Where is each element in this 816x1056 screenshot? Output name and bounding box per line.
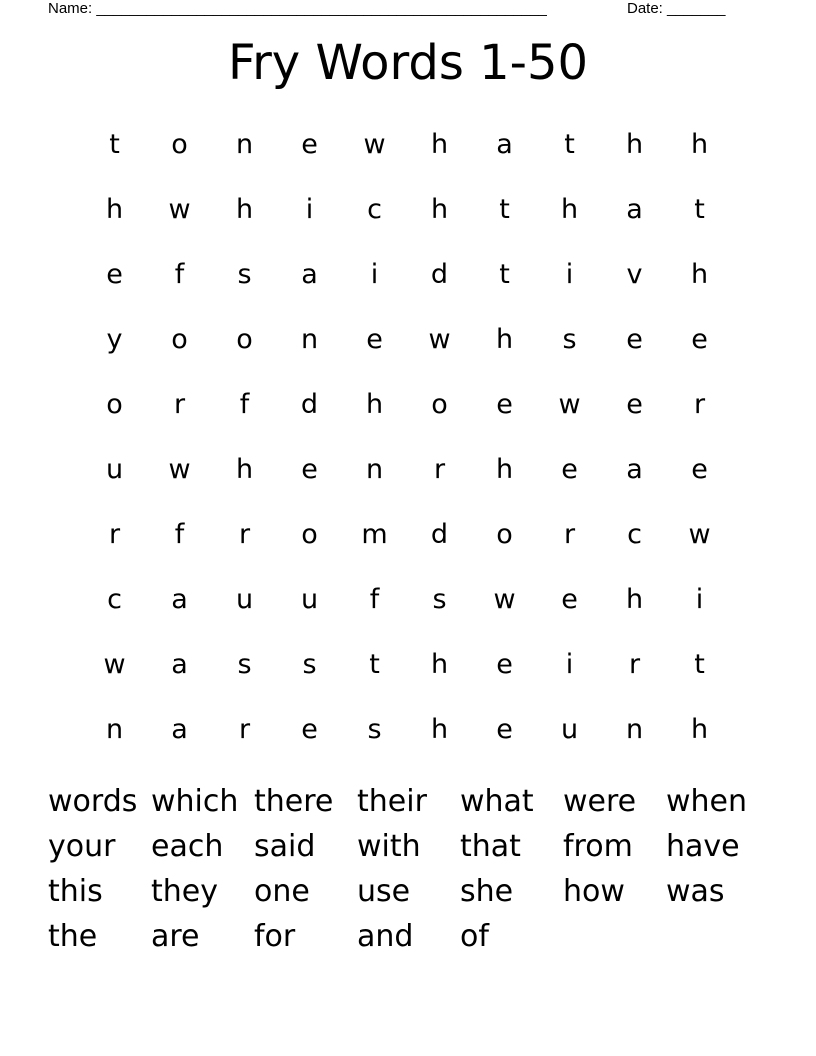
word-bank-item: each (151, 829, 224, 864)
word-bank-item: this (48, 874, 103, 909)
grid-letter[interactable]: v (626, 259, 643, 290)
grid-letter[interactable]: h (560, 194, 579, 225)
grid-letter[interactable]: h (235, 454, 254, 485)
grid-letter[interactable]: o (171, 129, 188, 160)
grid-letter[interactable]: e (691, 454, 708, 485)
grid-letter[interactable]: e (301, 129, 318, 160)
grid-letter[interactable]: a (301, 259, 318, 290)
grid-letter[interactable]: t (564, 129, 575, 160)
grid-letter[interactable]: e (561, 454, 578, 485)
grid-letter[interactable]: h (495, 324, 514, 355)
grid-letter[interactable]: u (105, 454, 124, 485)
grid-letter[interactable]: a (171, 714, 188, 745)
grid-letter[interactable]: r (628, 649, 641, 680)
grid-letter[interactable]: i (565, 649, 574, 680)
grid-letter[interactable]: o (106, 389, 123, 420)
grid-letter[interactable]: w (168, 194, 191, 225)
grid-letter[interactable]: h (690, 714, 709, 745)
word-bank-item: when (666, 784, 748, 819)
word-bank-item: what (460, 784, 534, 819)
grid-letter[interactable]: a (626, 194, 643, 225)
grid-letter[interactable]: r (693, 389, 706, 420)
grid-letter[interactable]: h (690, 129, 709, 160)
grid-letter[interactable]: m (361, 519, 388, 550)
grid-letter[interactable]: e (561, 584, 578, 615)
grid-letter[interactable]: a (171, 649, 188, 680)
word-bank-item: and (357, 919, 414, 954)
grid-letter[interactable]: c (107, 584, 122, 615)
grid-letter[interactable]: f (239, 389, 250, 420)
grid-letter[interactable]: t (499, 194, 510, 225)
grid-letter[interactable]: h (690, 259, 709, 290)
word-bank-item: which (151, 784, 239, 819)
grid-letter[interactable]: n (300, 324, 319, 355)
grid-letter[interactable]: h (430, 129, 449, 160)
grid-letter[interactable]: w (493, 584, 516, 615)
grid-letter[interactable]: n (365, 454, 384, 485)
grid-letter[interactable]: h (365, 389, 384, 420)
word-bank-item: have (666, 829, 740, 864)
grid-letter[interactable]: r (238, 714, 251, 745)
grid-letter[interactable]: s (367, 714, 382, 745)
grid-letter[interactable]: u (560, 714, 579, 745)
grid-letter[interactable]: w (558, 389, 581, 420)
grid-letter[interactable]: t (369, 649, 380, 680)
word-bank-item: use (357, 874, 411, 909)
word-bank-item: were (563, 784, 637, 819)
word-bank-item: she (460, 874, 514, 909)
grid-letter[interactable]: e (301, 454, 318, 485)
grid-letter[interactable]: r (433, 454, 446, 485)
word-bank-item: their (357, 784, 427, 819)
grid-letter[interactable]: w (688, 519, 711, 550)
grid-letter[interactable]: c (627, 519, 642, 550)
grid-letter[interactable]: t (694, 194, 705, 225)
grid-letter[interactable]: e (496, 714, 513, 745)
grid-letter[interactable]: n (235, 129, 254, 160)
word-bank-item: one (254, 874, 310, 909)
word-bank-item: with (357, 829, 421, 864)
grid-letter[interactable]: a (626, 454, 643, 485)
grid-letter[interactable]: y (106, 324, 123, 355)
word-bank-item: the (48, 919, 98, 954)
grid-letter[interactable]: t (499, 259, 510, 290)
grid-letter[interactable]: e (691, 324, 708, 355)
grid-letter[interactable]: s (302, 649, 317, 680)
grid-letter[interactable]: w (168, 454, 191, 485)
header (48, 0, 748, 18)
grid-letter[interactable]: e (626, 324, 643, 355)
grid-letter[interactable]: h (235, 194, 254, 225)
grid-letter[interactable]: n (625, 714, 644, 745)
grid-letter[interactable]: h (105, 194, 124, 225)
grid-letter[interactable]: f (174, 259, 185, 290)
grid-letter[interactable]: e (106, 259, 123, 290)
grid-letter[interactable]: h (430, 714, 449, 745)
grid-letter[interactable]: i (695, 584, 704, 615)
grid-letter[interactable]: o (431, 389, 448, 420)
grid-letter[interactable]: r (563, 519, 576, 550)
name-field[interactable]: Name: ______________________________________________________ (48, 0, 547, 17)
word-bank (48, 779, 768, 959)
grid-letter[interactable]: e (366, 324, 383, 355)
grid-letter[interactable]: s (237, 649, 252, 680)
date-field[interactable]: Date: _______ (627, 0, 726, 17)
word-bank-item: of (460, 919, 489, 954)
grid-letter[interactable]: e (496, 649, 513, 680)
grid-letter[interactable]: s (432, 584, 447, 615)
grid-letter[interactable]: e (301, 714, 318, 745)
word-bank-item: that (460, 829, 521, 864)
grid-letter[interactable]: r (108, 519, 121, 550)
grid-letter[interactable]: d (430, 519, 449, 550)
grid-letter[interactable]: t (694, 649, 705, 680)
grid-letter[interactable]: w (363, 129, 386, 160)
word-bank-item: they (151, 874, 218, 909)
word-bank-item: for (254, 919, 296, 954)
grid-letter[interactable]: w (103, 649, 126, 680)
grid-letter[interactable]: r (238, 519, 251, 550)
word-bank-item: how (563, 874, 625, 909)
grid-letter[interactable]: h (430, 649, 449, 680)
grid-letter[interactable]: h (430, 194, 449, 225)
word-bank-item: was (666, 874, 725, 909)
grid-letter[interactable]: e (496, 389, 513, 420)
word-bank-item: from (563, 829, 633, 864)
grid-letter[interactable]: h (495, 454, 514, 485)
grid-letter[interactable]: f (369, 584, 380, 615)
grid-letter[interactable]: e (626, 389, 643, 420)
grid-letter[interactable]: t (109, 129, 120, 160)
page-title: Fry Words 1-50 (227, 35, 589, 91)
grid-letter[interactable]: d (300, 389, 319, 420)
grid-letter[interactable]: u (300, 584, 319, 615)
grid-letter[interactable]: s (562, 324, 577, 355)
word-bank-item: said (254, 829, 316, 864)
grid-letter[interactable]: c (367, 194, 382, 225)
grid-letter[interactable]: r (173, 389, 186, 420)
word-bank-item: are (151, 919, 200, 954)
grid-letter[interactable]: a (171, 584, 188, 615)
grid-letter[interactable]: w (428, 324, 451, 355)
word-bank-item: words (48, 784, 138, 819)
grid-letter[interactable]: h (625, 584, 644, 615)
grid-letter[interactable]: i (565, 259, 574, 290)
grid-letter[interactable]: i (370, 259, 379, 290)
grid-letter[interactable]: h (625, 129, 644, 160)
grid-letter[interactable]: i (305, 194, 314, 225)
grid-letter[interactable]: o (496, 519, 513, 550)
word-bank-item: your (48, 829, 116, 864)
grid-letter[interactable]: o (236, 324, 253, 355)
grid-letter[interactable]: s (237, 259, 252, 290)
grid-letter[interactable]: o (301, 519, 318, 550)
grid-letter[interactable]: u (235, 584, 254, 615)
grid-letter[interactable]: a (496, 129, 513, 160)
grid-letter[interactable]: d (430, 259, 449, 290)
grid-letter[interactable]: f (174, 519, 185, 550)
word-bank-item: there (254, 784, 334, 819)
grid-letter[interactable]: n (105, 714, 124, 745)
word-search-grid (82, 112, 732, 762)
grid-letter[interactable]: o (171, 324, 188, 355)
